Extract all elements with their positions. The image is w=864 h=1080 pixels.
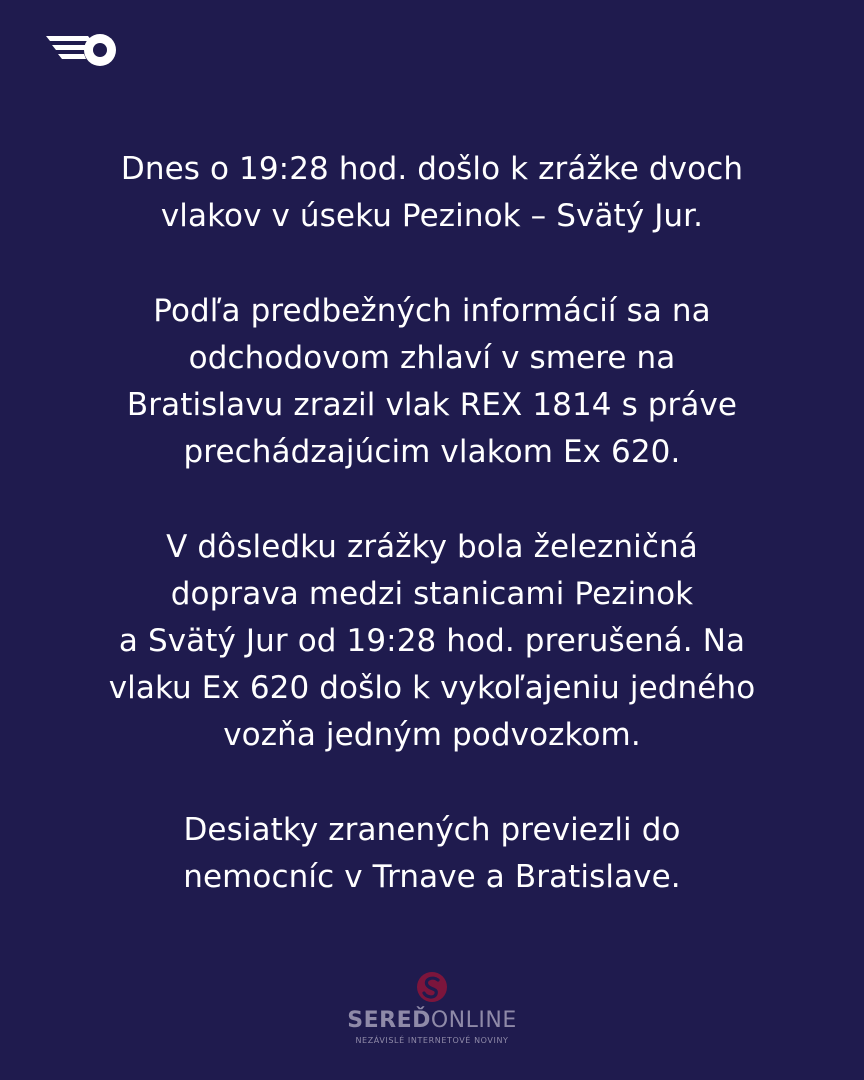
paragraph [40,288,824,476]
text-line: doprava medzi stanicami Pezinok [170,576,694,612]
text-line: a Svätý Jur od 19:28 hod. prerušená. Na [118,623,746,659]
paragraph [40,524,824,759]
text-line: V dôsledku zrážky bola železničná [166,529,698,565]
text-line: Desiatky zranených previezli do [183,812,681,848]
announcement-text [40,146,824,901]
paragraph [40,146,824,240]
text-line: Dnes o 19:28 hod. došlo k zrážke dvoch [120,151,744,187]
brand-tagline: NEZÁVISLÉ INTERNETOVÉ NOVINY [355,1036,509,1045]
railway-winged-wheel-icon [44,30,120,70]
brand-name [0,1008,864,1034]
text-line: vlakov v úseku Pezinok – Svätý Jur. [160,198,704,234]
brand-bold: SEREĎ [347,1008,431,1033]
sered-online-mark-icon [415,970,449,1004]
brand-light: ONLINE [430,1008,517,1033]
text-line: vlaku Ex 620 došlo k vykoľajeniu jedného [108,670,756,706]
text-line: nemocníc v Trnave a Bratislave. [183,859,681,895]
text-line: Bratislavu zrazil vlak REX 1814 s práve [126,387,738,423]
text-line: prechádzajúcim vlakom Ex 620. [183,434,681,470]
text-line: vozňa jedným podvozkom. [223,717,641,753]
text-line: odchodovom zhlaví v smere na [188,340,676,376]
footer-brand [0,970,864,1045]
paragraph [40,807,824,901]
text-line: Podľa predbežných informácií sa na [153,293,711,329]
